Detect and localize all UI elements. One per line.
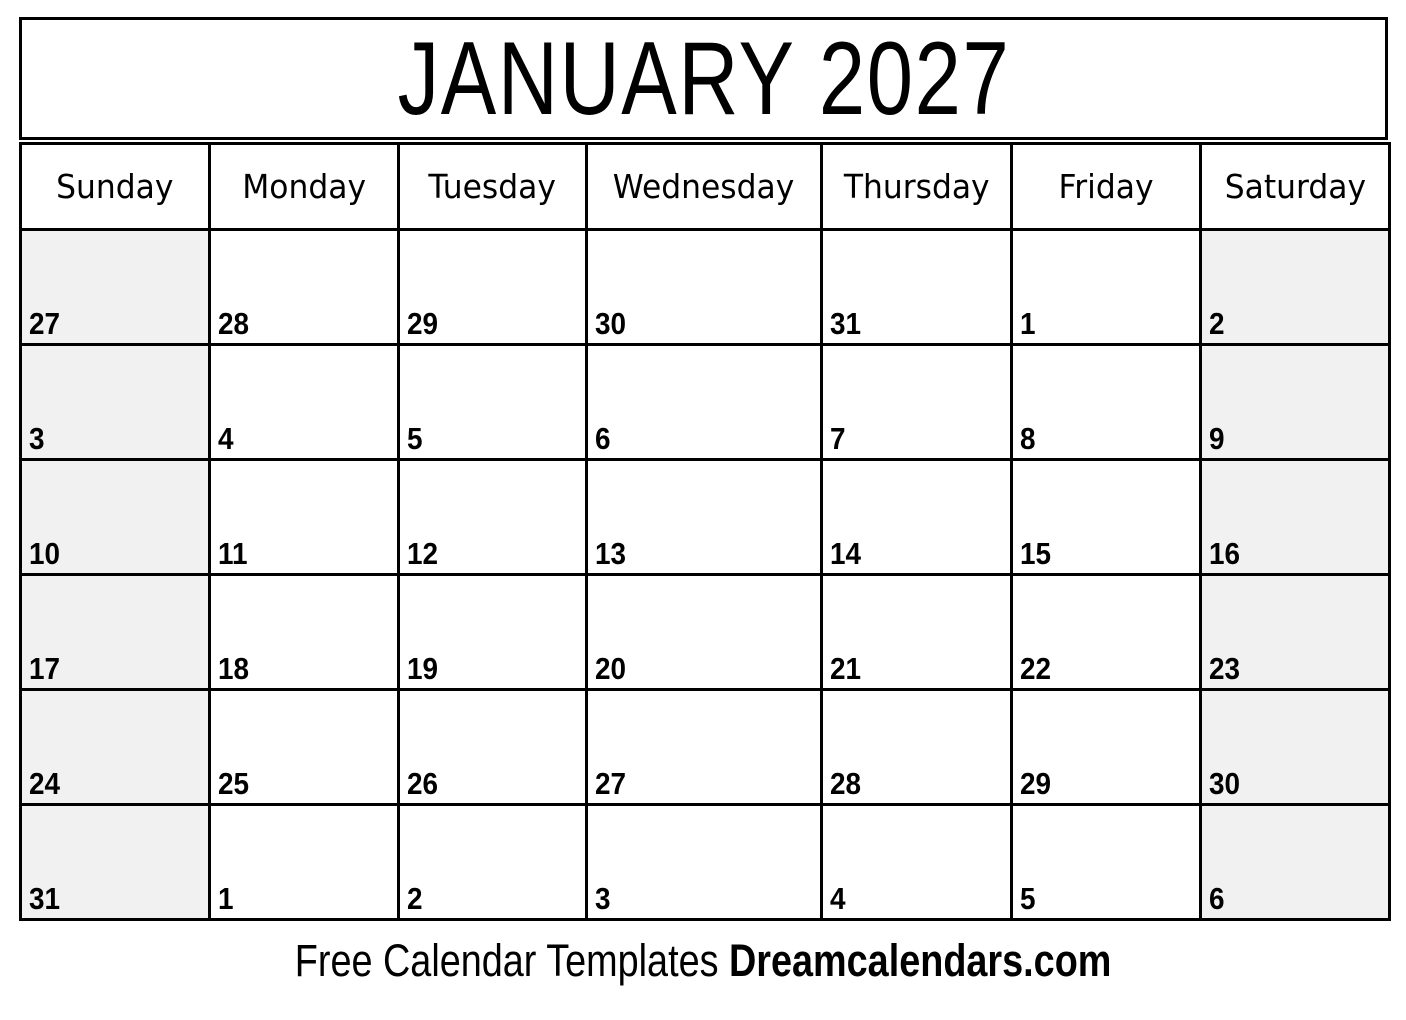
day-number: 10	[29, 536, 61, 571]
day-number: 14	[830, 536, 862, 571]
day-cell	[21, 345, 210, 460]
day-number: 2	[407, 881, 423, 916]
day-number: 23	[1209, 651, 1241, 686]
day-number: 9	[1209, 421, 1225, 456]
day-cell	[587, 230, 822, 345]
weekday-header-saturday	[1201, 144, 1390, 230]
day-cell	[210, 230, 399, 345]
day-cell	[1012, 345, 1201, 460]
day-cell	[210, 690, 399, 805]
day-number: 26	[407, 766, 439, 801]
day-cell	[822, 345, 1012, 460]
weekday-label: Thursday	[843, 167, 990, 206]
day-number: 30	[1209, 766, 1241, 801]
weekday-label: Wednesday	[613, 167, 795, 206]
day-number: 29	[407, 306, 439, 341]
day-cell	[399, 230, 587, 345]
day-number: 31	[29, 881, 61, 916]
day-number: 12	[407, 536, 439, 571]
day-cell	[1012, 805, 1201, 920]
day-number: 4	[830, 881, 846, 916]
day-cell	[1201, 345, 1390, 460]
day-number: 31	[830, 306, 862, 341]
day-cell	[822, 575, 1012, 690]
day-cell	[1201, 575, 1390, 690]
day-number: 4	[218, 421, 234, 456]
day-cell	[587, 690, 822, 805]
day-cell	[21, 230, 210, 345]
day-number: 1	[1020, 306, 1036, 341]
weekday-header-sunday	[21, 144, 210, 230]
weekday-header-row	[21, 144, 1390, 230]
weekday-header-friday	[1012, 144, 1201, 230]
day-number: 6	[1209, 881, 1225, 916]
day-number: 29	[1020, 766, 1052, 801]
day-cell	[822, 805, 1012, 920]
day-cell	[822, 230, 1012, 345]
day-number: 2	[1209, 306, 1225, 341]
day-cell	[1201, 230, 1390, 345]
day-cell	[1012, 460, 1201, 575]
day-cell	[399, 345, 587, 460]
day-cell	[587, 805, 822, 920]
day-number: 19	[407, 651, 439, 686]
day-cell	[1012, 690, 1201, 805]
calendar-title: JANUARY 2027	[397, 20, 1010, 137]
day-number: 18	[218, 651, 250, 686]
day-number: 17	[29, 651, 61, 686]
day-cell	[399, 805, 587, 920]
day-number: 5	[407, 421, 423, 456]
day-cell	[399, 690, 587, 805]
day-number: 28	[830, 766, 862, 801]
day-cell	[587, 345, 822, 460]
calendar-title-box	[19, 17, 1388, 140]
day-cell	[1201, 460, 1390, 575]
day-number: 27	[29, 306, 61, 341]
weekday-label: Saturday	[1224, 167, 1366, 206]
day-number: 25	[218, 766, 250, 801]
week-row	[21, 575, 1390, 690]
weekday-header-wednesday	[587, 144, 822, 230]
calendar-grid	[19, 142, 1391, 921]
day-cell	[399, 575, 587, 690]
day-cell	[21, 805, 210, 920]
week-row	[21, 690, 1390, 805]
day-number: 22	[1020, 651, 1052, 686]
day-number: 3	[595, 881, 611, 916]
weekday-label: Friday	[1058, 167, 1154, 206]
day-number: 30	[595, 306, 627, 341]
day-number: 7	[830, 421, 846, 456]
day-cell	[210, 345, 399, 460]
day-cell	[1012, 575, 1201, 690]
weekday-label: Monday	[242, 167, 366, 206]
day-cell	[587, 575, 822, 690]
day-number: 6	[595, 421, 611, 456]
weekday-header-monday	[210, 144, 399, 230]
day-cell	[822, 690, 1012, 805]
day-cell	[1201, 805, 1390, 920]
day-number: 1	[218, 881, 234, 916]
day-number: 5	[1020, 881, 1036, 916]
week-row	[21, 345, 1390, 460]
footer	[19, 935, 1388, 987]
day-number: 15	[1020, 536, 1052, 571]
day-cell	[21, 575, 210, 690]
day-cell	[587, 460, 822, 575]
weekday-header-thursday	[822, 144, 1012, 230]
day-cell	[210, 575, 399, 690]
footer-label: Free Calendar Templates	[295, 935, 730, 986]
day-cell	[210, 805, 399, 920]
weekday-header-tuesday	[399, 144, 587, 230]
week-row	[21, 805, 1390, 920]
day-number: 24	[29, 766, 61, 801]
day-cell	[1012, 230, 1201, 345]
day-cell	[210, 460, 399, 575]
day-cell	[21, 690, 210, 805]
footer-brand: Dreamcalendars.com	[729, 935, 1112, 986]
day-number: 3	[29, 421, 45, 456]
week-row	[21, 460, 1390, 575]
day-number: 8	[1020, 421, 1036, 456]
week-row	[21, 230, 1390, 345]
day-cell	[822, 460, 1012, 575]
day-number: 27	[595, 766, 627, 801]
day-number: 28	[218, 306, 250, 341]
day-number: 11	[218, 536, 248, 571]
weekday-label: Tuesday	[428, 167, 557, 206]
day-number: 16	[1209, 536, 1241, 571]
day-number: 20	[595, 651, 627, 686]
weekday-label: Sunday	[56, 167, 174, 206]
day-number: 13	[595, 536, 627, 571]
day-cell	[21, 460, 210, 575]
day-cell	[399, 460, 587, 575]
day-number: 21	[830, 651, 862, 686]
day-cell	[1201, 690, 1390, 805]
